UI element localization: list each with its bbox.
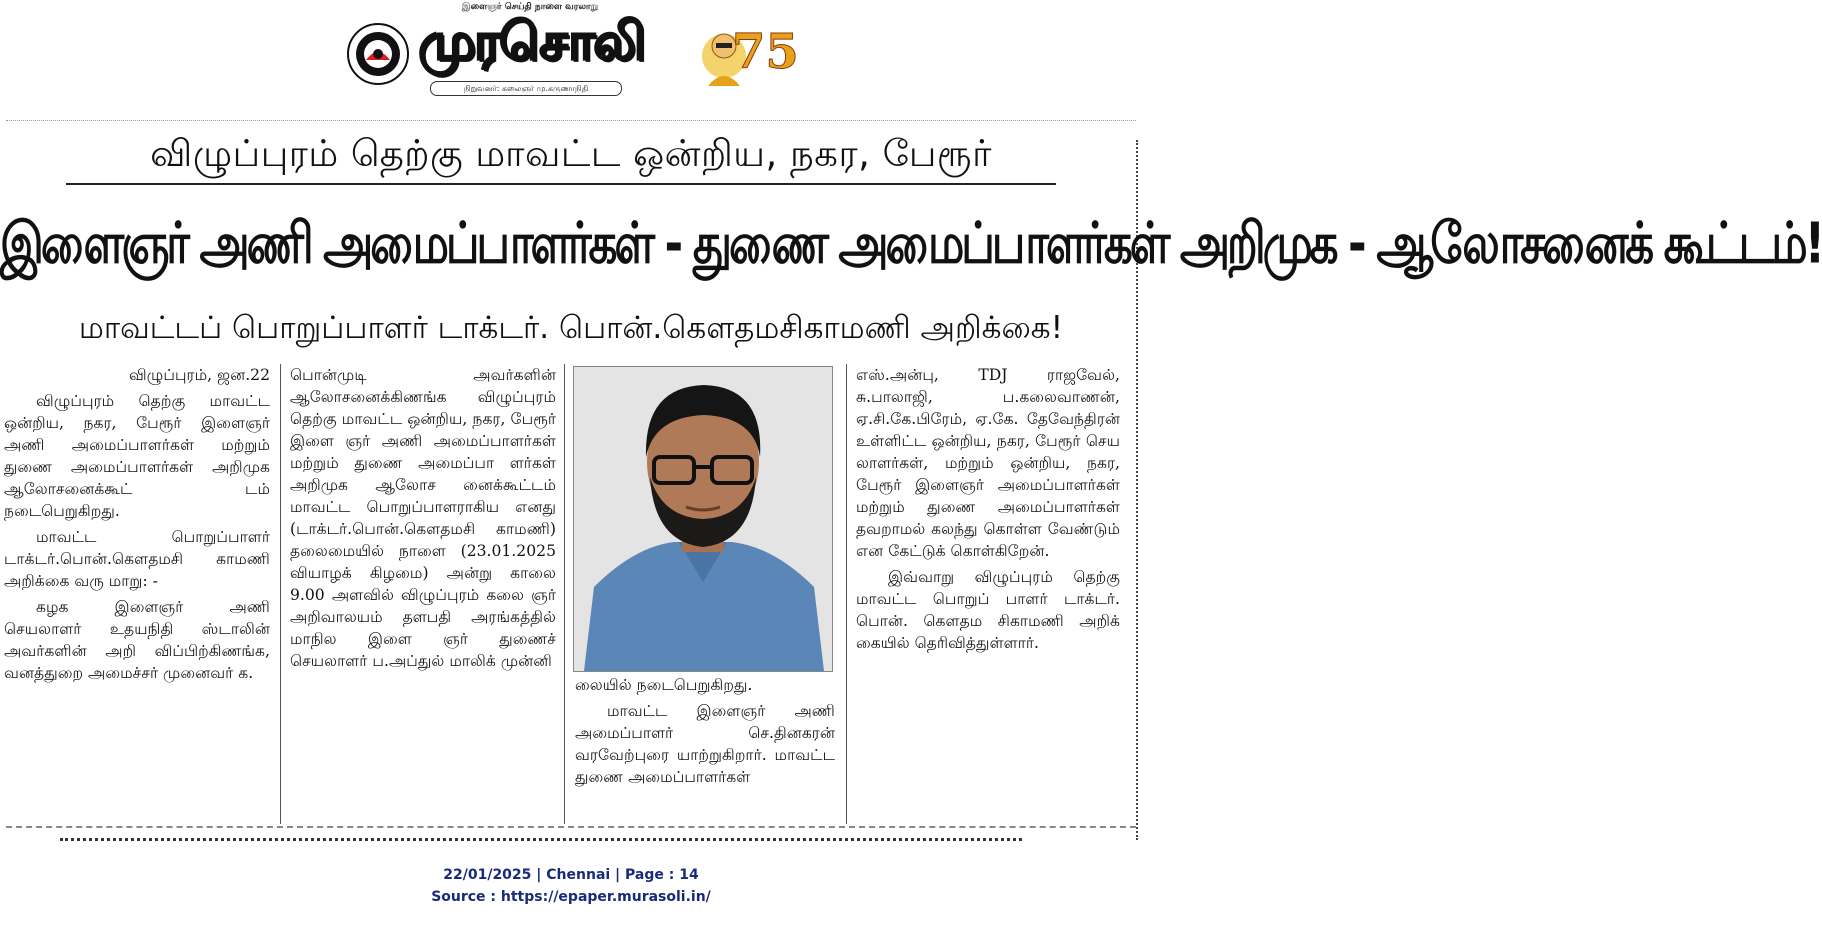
- article-paragraph: இவ்வாறு விழுப்புரம் தெற்கு மாவட்ட பொறுப் பாளர் டாக்டர். பொன். கௌதம சிகாமணி அறிக் கையில் தெரிவித்துள்ளார்.: [856, 568, 1120, 652]
- kicker-rule: [66, 183, 1056, 185]
- article-headline: இளைஞர் அணி அமைப்பாளர்கள் - துணை அமைப்பாளர்கள் அறிமுக - ஆலோசனைக் கூட்டம்!: [0, 209, 1822, 276]
- masthead-founder-line: நிறுவனர்: கலைஞர் மு.கருணாநிதி: [430, 81, 622, 96]
- masthead: [340, 2, 810, 102]
- article-subhead: மாவட்டப் பொறுப்பாளர் டாக்டர். பொன்.கௌதமசிகாமணி அறிக்கை!: [78, 310, 1064, 346]
- jubilee-number: 75: [732, 24, 799, 80]
- column-divider: [564, 364, 565, 824]
- bottom-rule: [6, 826, 1136, 828]
- article-paragraph: விழுப்புரம் தெற்கு மாவட்ட ஒன்றிய, நகர, பேரூர் இளைஞர் அணி அமைப்பாளர்கள் மற்றும் துணை அமைப்பாளர்கள் அறிமுக ஆலோசனைக்கூட் டம் நடைபெறுகிறது.: [4, 392, 270, 520]
- article-kicker: விழுப்புரம் தெற்கு மாவட்ட ஒன்றிய, நகர, பேரூர்: [150, 132, 992, 175]
- column-divider: [846, 364, 847, 824]
- masthead-logo-text: முரசொலி: [418, 12, 644, 72]
- article-column-2: [290, 364, 556, 672]
- top-rule: [6, 120, 1136, 121]
- article-dateline: விழுப்புரம், ஜன.22: [128, 366, 270, 384]
- footer-edition-info: 22/01/2025 | Chennai | Page : 14: [443, 867, 699, 883]
- column-divider: [280, 364, 281, 824]
- portrait-photo: [573, 366, 833, 672]
- article-column-1: [4, 364, 270, 684]
- article-paragraph: பொன்முடி அவர்களின் ஆலோசனைக்கிணங்க விழுப்புரம் தெற்கு மாவட்ட ஒன்றிய, நகர, பேரூர் இளை ஞர் அணி அமைப்பாளர்கள் மற்றும் துணை அமைப்பா ளர்கள் அறிமுக ஆலோச னைக்கூட்டம் மாவட்ட பொறுப்பாளராகிய எனது (டாக்டர்.பொன்.கௌதமசி காமணி) தலைமையில் நாளை (23.01.2025 வியாழக் கிழமை) அன்று காலை 9.00 அளவில் விழுப்புரம் கலை ஞர் அறிவாலயம் தளபதி அரங்கத்தில் மாநில இளை ஞர் துணைச் செயலாளர் ப.அப்துல் மாலிக் முன்னி: [290, 366, 556, 670]
- portrait-illustration: [574, 367, 832, 671]
- article-paragraph: கழக இளைஞர் அணி செயலாளர் உதயநிதி ஸ்டாலின் அவர்களின் அறி விப்பிற்கிணங்க, வனத்துறை அமைச்சர் முனைவர் க.: [4, 598, 270, 682]
- article-paragraph: எஸ்.அன்பு, TDJ ராஜவேல், சு.பாலாஜி, ப.கலைவாணன், ஏ.சி.கே.பிரேம், ஏ.கே. தேவேந்திரன் உள்ளிட்ட ஒன்றிய, நகர, பேரூர் செய லாளர்கள், மற்றும் ஒன்றிய, நகர, பேரூர் இளைஞர் அமைப்பாளர்கள் மற்றும் துணை அமைப்பாளர்கள் தவறாமல் கலந்து கொள்ள வேண்டும் என கேட்டுக் கொள்கிறேன்.: [856, 366, 1120, 560]
- masthead-tagline: இளைஞர் செய்தி நாளை வரலாறு: [461, 2, 599, 12]
- article-column-4: [856, 364, 1120, 654]
- party-emblem-icon: [346, 22, 410, 86]
- jubilee-75-emblem: [694, 6, 799, 96]
- article-paragraph: மாவட்ட பொறுப்பாளர் டாக்டர்.பொன்.கௌதமசி காமணி அறிக்கை வரு மாறு: -: [4, 528, 270, 590]
- article-column-3: [575, 674, 835, 788]
- article-paragraph: லையில் நடைபெறுகிறது.: [575, 676, 753, 694]
- cut-off-next-article: [60, 838, 1022, 841]
- article-paragraph: மாவட்ட இளைஞர் அணி அமைப்பாளர் செ.தினகரன் வரவேற்புரை யாற்றுகிறார். மாவட்ட துணை அமைப்பாளர்கள்: [575, 702, 835, 786]
- footer-source-link[interactable]: Source : https://epaper.murasoli.in/: [431, 889, 711, 905]
